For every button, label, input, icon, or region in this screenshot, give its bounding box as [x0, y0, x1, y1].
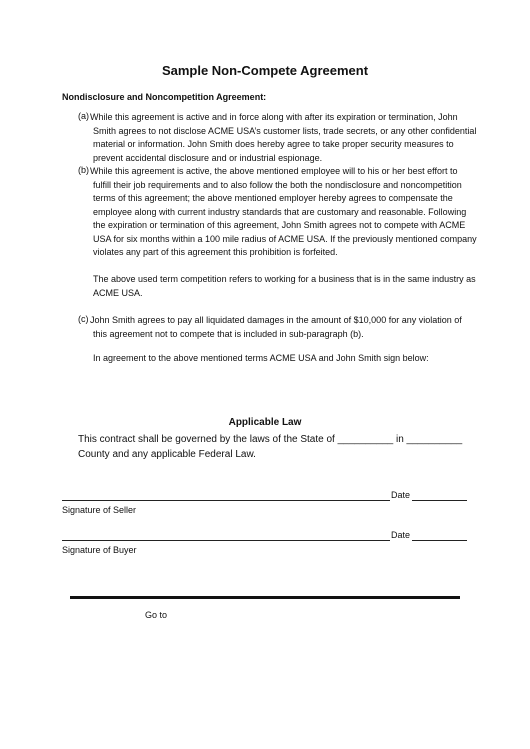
- seller-date-line[interactable]: [412, 500, 467, 501]
- clause-b-line: USA for six months within a 100 mile radius of ACME USA. If the previously mentioned company: [93, 233, 477, 244]
- clause-b-marker: (b): [78, 165, 89, 175]
- clause-c-line: John Smith agrees to pay all liquidated damages in the amount of $10,000 for any violation of: [90, 315, 462, 325]
- sign-below-line: In agreement to the above mentioned terms ACME USA and John Smith sign below:: [93, 353, 429, 363]
- buyer-signature-line[interactable]: [62, 540, 390, 541]
- section-subheading: Nondisclosure and Noncompetition Agreement:: [62, 92, 267, 102]
- clause-b-line: the expiration or termination of this agreement, John Smith agrees not to compete with ACME: [93, 220, 466, 230]
- sign-below-text: [93, 352, 429, 366]
- clause-b-text: [90, 165, 477, 260]
- clause-c-marker: (c): [78, 314, 89, 324]
- definition-line: The above used term competition refers to working for a business that is in the same industry as: [93, 274, 476, 284]
- law-line: This contract shall be governed by the laws of the State of __________ in __________: [78, 434, 463, 445]
- competition-definition: [93, 273, 476, 300]
- clause-b-line: violates any part of this agreement this prohibition is forfeited.: [93, 247, 338, 257]
- clause-c-line: this agreement not to compete that is included in sub-paragraph (b).: [93, 328, 364, 339]
- clause-a-line: While this agreement is active and in force along with after its expiration or termination, John: [90, 112, 458, 122]
- clause-b-line: employee along with current industry standards that are customary and reasonable. Following: [93, 206, 467, 217]
- clause-b-line: While this agreement is active, the above mentioned employee will to his or her best effort to: [90, 166, 458, 176]
- clause-c-text: [90, 314, 462, 341]
- footer-divider: [70, 596, 460, 599]
- buyer-date-line[interactable]: [412, 540, 467, 541]
- clause-b-line: fulfill their job requirements and to also follow the both the nondisclosure and noncompetition: [93, 179, 462, 190]
- clause-a-marker: (a): [78, 111, 89, 121]
- applicable-law-heading: Applicable Law: [228, 417, 302, 428]
- seller-signature-line[interactable]: [62, 500, 390, 501]
- buyer-signature-label: Signature of Buyer: [62, 545, 137, 555]
- clause-a-line: prevent accidental disclosure and or industrial espionage.: [93, 152, 323, 163]
- clause-a-text: [90, 111, 477, 165]
- clause-a-line: material or information. John Smith does hereby agree to take proper security measures to: [93, 139, 454, 149]
- law-line: County and any applicable Federal Law.: [78, 449, 256, 460]
- clause-a-line: Smith agrees to not disclose ACME USA’s customer lists, trade secrets, or any other confidential: [93, 125, 477, 136]
- buyer-date-label: Date: [391, 530, 411, 540]
- applicable-law-text: [78, 432, 462, 462]
- clause-b-line: terms of this agreement; the above mentioned employer hereby agrees to compensate the: [93, 193, 453, 203]
- seller-date-label: Date: [391, 490, 411, 500]
- goto-link[interactable]: Go to: [145, 610, 168, 620]
- definition-line: ACME USA.: [93, 287, 143, 298]
- document-title: Sample Non-Compete Agreement: [161, 63, 369, 78]
- seller-signature-label: Signature of Seller: [62, 505, 137, 515]
